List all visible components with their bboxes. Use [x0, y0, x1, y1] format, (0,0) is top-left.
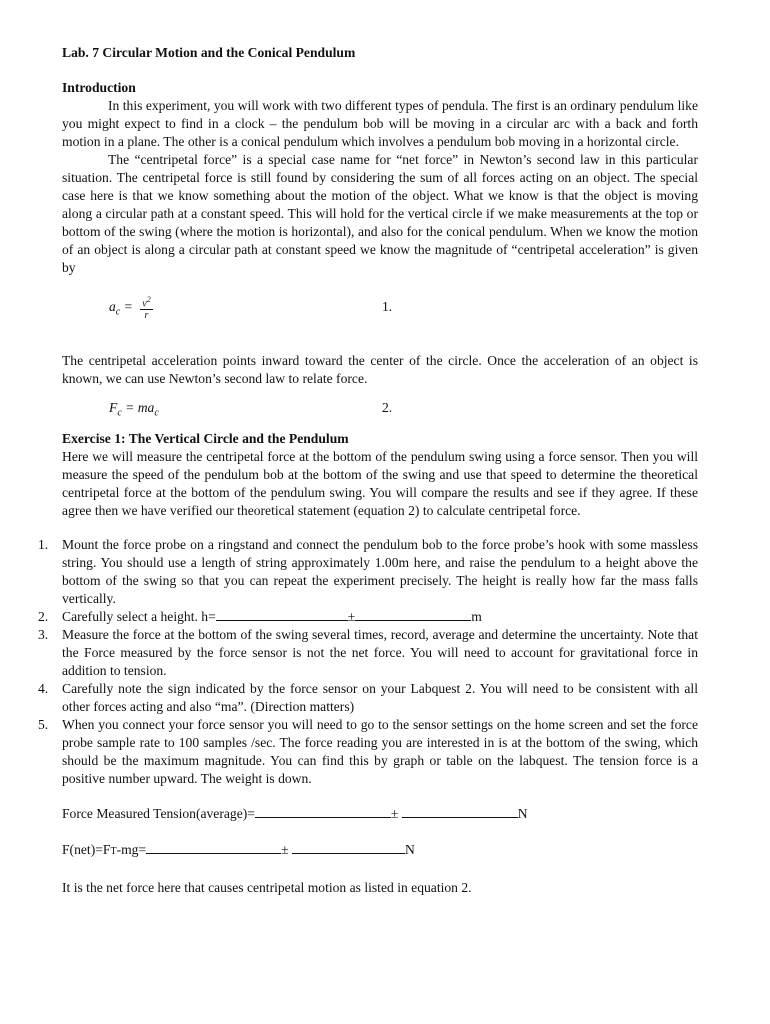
- step-2-unit: m: [471, 609, 482, 624]
- fnet-unit: N: [405, 842, 415, 857]
- step-4-number: 4.: [38, 681, 49, 696]
- document-title: Lab. 7 Circular Motion and the Conical Pendulum: [62, 45, 356, 60]
- step-5-text: When you connect your force sensor you will need to go to the sensor settings on the home screen and set the force probe sample rate to 100 samples /sec. The force reading you are interested in is at the bottom of the swing, which should be the maximum magnitude. You can find this by graph or table on the labquest. The tension force is a positive number upward. The weight is down.: [62, 717, 698, 786]
- eq2-rel: = ma: [121, 400, 155, 415]
- step-1: [38, 536, 698, 608]
- step-2-text: Carefully select a height. h=: [62, 609, 216, 624]
- step-2-pm: ±: [347, 609, 356, 624]
- step-1-text: Mount the force probe on a ringstand and connect the pendulum bob to the force probe’s hook with some massless string. You should use a length of string approximately 1.00m here, and raise the pendulum to a height above the bottom of the swing so that you can repeat the experiment precisely. The height is really how far the mass falls vertically.: [62, 537, 698, 606]
- fnet-line: [62, 841, 698, 861]
- step-4: [38, 680, 698, 716]
- fnet-uncertainty-blank[interactable]: [292, 841, 405, 854]
- step-3: [38, 626, 698, 680]
- document-page: [38, 44, 698, 897]
- eq2-sub1: c: [117, 407, 122, 419]
- height-uncertainty-blank[interactable]: [355, 608, 471, 621]
- step-3-number: 3.: [38, 627, 49, 642]
- equation-2: [109, 399, 698, 419]
- intro-paragraph-3: The centripetal acceleration points inward toward the center of the circle. Once the acceleration of an object is known, we can use Newton’s second law to relate force.: [62, 353, 698, 386]
- eq2-number: 2.: [382, 400, 393, 415]
- tension-uncertainty-blank[interactable]: [402, 805, 518, 818]
- eq1-exponent: 2: [146, 295, 151, 304]
- intro-heading: Introduction: [62, 80, 136, 95]
- step-5: [38, 716, 698, 788]
- eq1-sub: c: [115, 306, 121, 318]
- exercise1-paragraph: Here we will measure the centripetal force at the bottom of the pendulum swing using a force sensor. Then you will measure the speed of the pendulum bob at the bottom of the swing and use that speed to determine the theoretical centripetal force at the bottom of the pendulum swing. You will compare the results and see if they agree. If these agree then we have verified our theoretical statement (equation 2) to calculate centripetal force.: [62, 449, 698, 518]
- fnet-rest: -mg=: [116, 842, 147, 857]
- step-3-text: Measure the force at the bottom of the swing several times, record, average and determine the uncertainty. Note that the Force measured by the force sensor is not the net force. You will need to account for gravitational force in addition to tension.: [62, 627, 698, 678]
- eq1-number: 1.: [382, 299, 393, 314]
- step-5-number: 5.: [38, 717, 49, 732]
- closing-sentence: It is the net force here that causes centripetal motion as listed in equation 2.: [62, 880, 472, 895]
- procedure-list: [38, 536, 698, 788]
- eq1-rel: =: [120, 298, 133, 314]
- eq1-numerator: v: [142, 298, 147, 310]
- tension-label: Force Measured Tension(average)=: [62, 806, 255, 821]
- fnet-sub: T: [110, 846, 117, 857]
- height-blank[interactable]: [216, 608, 348, 621]
- eq1-lhs: a: [109, 298, 116, 314]
- eq1-denominator: r: [144, 310, 149, 322]
- intro-paragraph-1: In this experiment, you will work with two different types of pendula. The first is an ordinary pendulum like you might expect to find in a clock – the pendulum bob will be moving in a circular arc with a back and forth motion in a plane. The other is a conical pendulum which involves a pendulum bob moving in a horizontal circle.: [62, 98, 698, 149]
- equation-1: [109, 294, 698, 324]
- step-4-text: Carefully note the sign indicated by the force sensor on your Labquest 2. You will need to be consistent with all other forces acting and also “ma”. (Direction matters): [62, 681, 698, 714]
- fnet-blank[interactable]: [146, 841, 281, 854]
- intro-paragraph-2: The “centripetal force” is a special case name for “net force” in Newton’s second law in this particular situation. The centripetal force is still found by considering the sum of all forces acting on an object. The special case here is that we know something about the motion of the object. What we know is that the object is moving along a circular path at a constant speed. This will hold for the vertical circle if we make measurements at the top or bottom of the swing (where the motion is horizontal), and also for the conical pendulum. When we know the motion of an object is along a circular path at constant speed we know the magnitude of “centripetal acceleration” is given by: [62, 152, 698, 275]
- fnet-pm: ±: [281, 842, 292, 857]
- eq2-lhs: F: [109, 400, 118, 415]
- tension-pm: ±: [390, 806, 402, 821]
- exercise1-heading: Exercise 1: The Vertical Circle and the Pendulum: [62, 431, 349, 446]
- fnet-label: F(net)=F: [62, 842, 111, 857]
- tension-unit: N: [517, 806, 528, 821]
- step-1-number: 1.: [38, 537, 49, 552]
- tension-line: [62, 805, 698, 823]
- eq1-fraction: [140, 294, 152, 321]
- step-2-number: 2.: [38, 609, 49, 624]
- eq2-sub2: c: [154, 407, 159, 419]
- step-2: [38, 608, 698, 626]
- tension-blank[interactable]: [255, 805, 391, 818]
